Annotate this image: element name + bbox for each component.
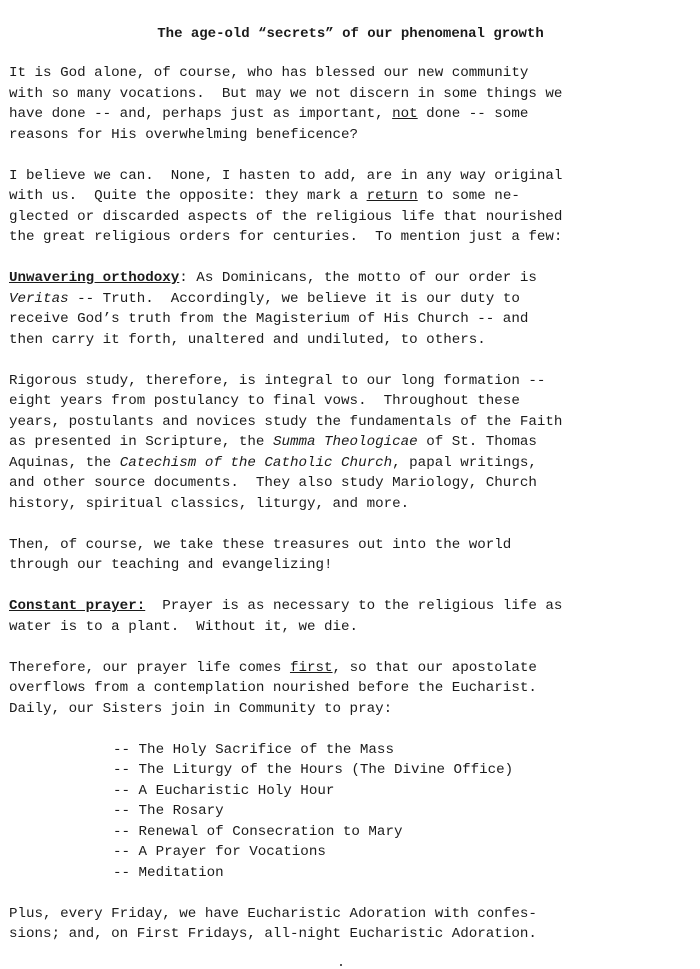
paragraph-prayer-life-text-a: Therefore, our prayer life comes	[9, 659, 290, 676]
paragraph-prayer	[9, 596, 692, 637]
paragraph-return	[9, 166, 692, 248]
paragraph-orthodoxy	[9, 268, 692, 350]
list-item: -- The Liturgy of the Hours (The Divine Office)	[113, 762, 514, 778]
italic-catechism: Catechism of the Catholic Church	[119, 454, 393, 471]
paragraph-orthodoxy-text-a: : As Dominicans, the motto of our order is	[179, 270, 537, 286]
list-item: -- The Holy Sacrifice of the Mass	[113, 741, 394, 758]
paragraph-study-text-b: of St. Thomas Aquinas, the	[9, 434, 537, 471]
paragraph-study-text-c: , papal writings, and other source documents. They also study Mariology, Church history, spiritual classics, liturgy, and more.	[9, 454, 537, 512]
paragraph-prayer-life	[9, 658, 692, 720]
paragraph-friday: Plus, every Friday, we have Eucharistic Adoration with confes- sions; and, on First Fridays, all-night Eucharistic Adoration.	[9, 905, 537, 942]
paragraph-return-text-a: I believe we can. None, I hasten to add, are in any way original with us. Quite the opposite: they mark a	[9, 167, 563, 204]
underlined-not: not	[392, 106, 418, 122]
paragraph-return-text-b: to some ne- glected or discarded aspects of the religious life that nourished the great religious orders for centuries. To mention just a few:	[9, 188, 563, 245]
paragraph-intro-text-a: It is God alone, of course, who has blessed our new community with so many vocations. But may we not discern in some things we have done -- and, perhaps just as important,	[9, 65, 563, 122]
page-title: The age-old “secrets” of our phenomenal growth	[157, 26, 544, 42]
paragraph-intro	[9, 63, 692, 145]
list-item: -- Renewal of Consecration to Mary	[113, 823, 403, 840]
heading-unwavering-orthodoxy: Unwavering orthodoxy	[9, 270, 180, 286]
paragraph-study-text-a: Rigorous study, therefore, is integral to our long formation -- eight years from postulancy to final vows. Throughout these years, postulants and novices study the fundamentals of the Faith as presented in Scripture, the	[9, 372, 563, 450]
scan-speck	[340, 964, 342, 966]
underlined-first: first	[289, 659, 333, 676]
list-item: -- The Rosary	[113, 803, 224, 819]
prayer-list	[9, 740, 692, 884]
heading-constant-prayer: Constant prayer:	[9, 598, 146, 614]
list-item: -- A Prayer for Vocations	[113, 844, 326, 860]
paragraph-intro-text-b: done -- some reasons for His overwhelming beneficence?	[9, 106, 529, 143]
list-item: -- Meditation	[113, 864, 224, 881]
list-item: -- A Eucharistic Holy Hour	[113, 782, 335, 799]
paragraph-study	[9, 371, 692, 515]
paragraph-evangelizing: Then, of course, we take these treasures out into the world through our teaching and evangelizing!	[9, 536, 512, 573]
paragraph-prayer-text-a: Prayer is as necessary to the religious life as water is to a plant. Without it, we die.	[9, 598, 563, 635]
underlined-return: return	[366, 188, 418, 204]
paragraph-prayer-life-text-b: , so that our apostolate overflows from a contemplation nourished before the Eucharist. Daily, our Sisters join in Community to pray:	[9, 659, 537, 717]
italic-veritas: Veritas	[9, 290, 69, 307]
italic-summa: Summa Theologicae	[272, 434, 418, 450]
paragraph-orthodoxy-text-b: -- Truth. Accordingly, we believe it is our duty to receive God’s truth from the Magisterium of His Church -- and then carry it forth, unaltered and undiluted, to others.	[9, 290, 529, 348]
